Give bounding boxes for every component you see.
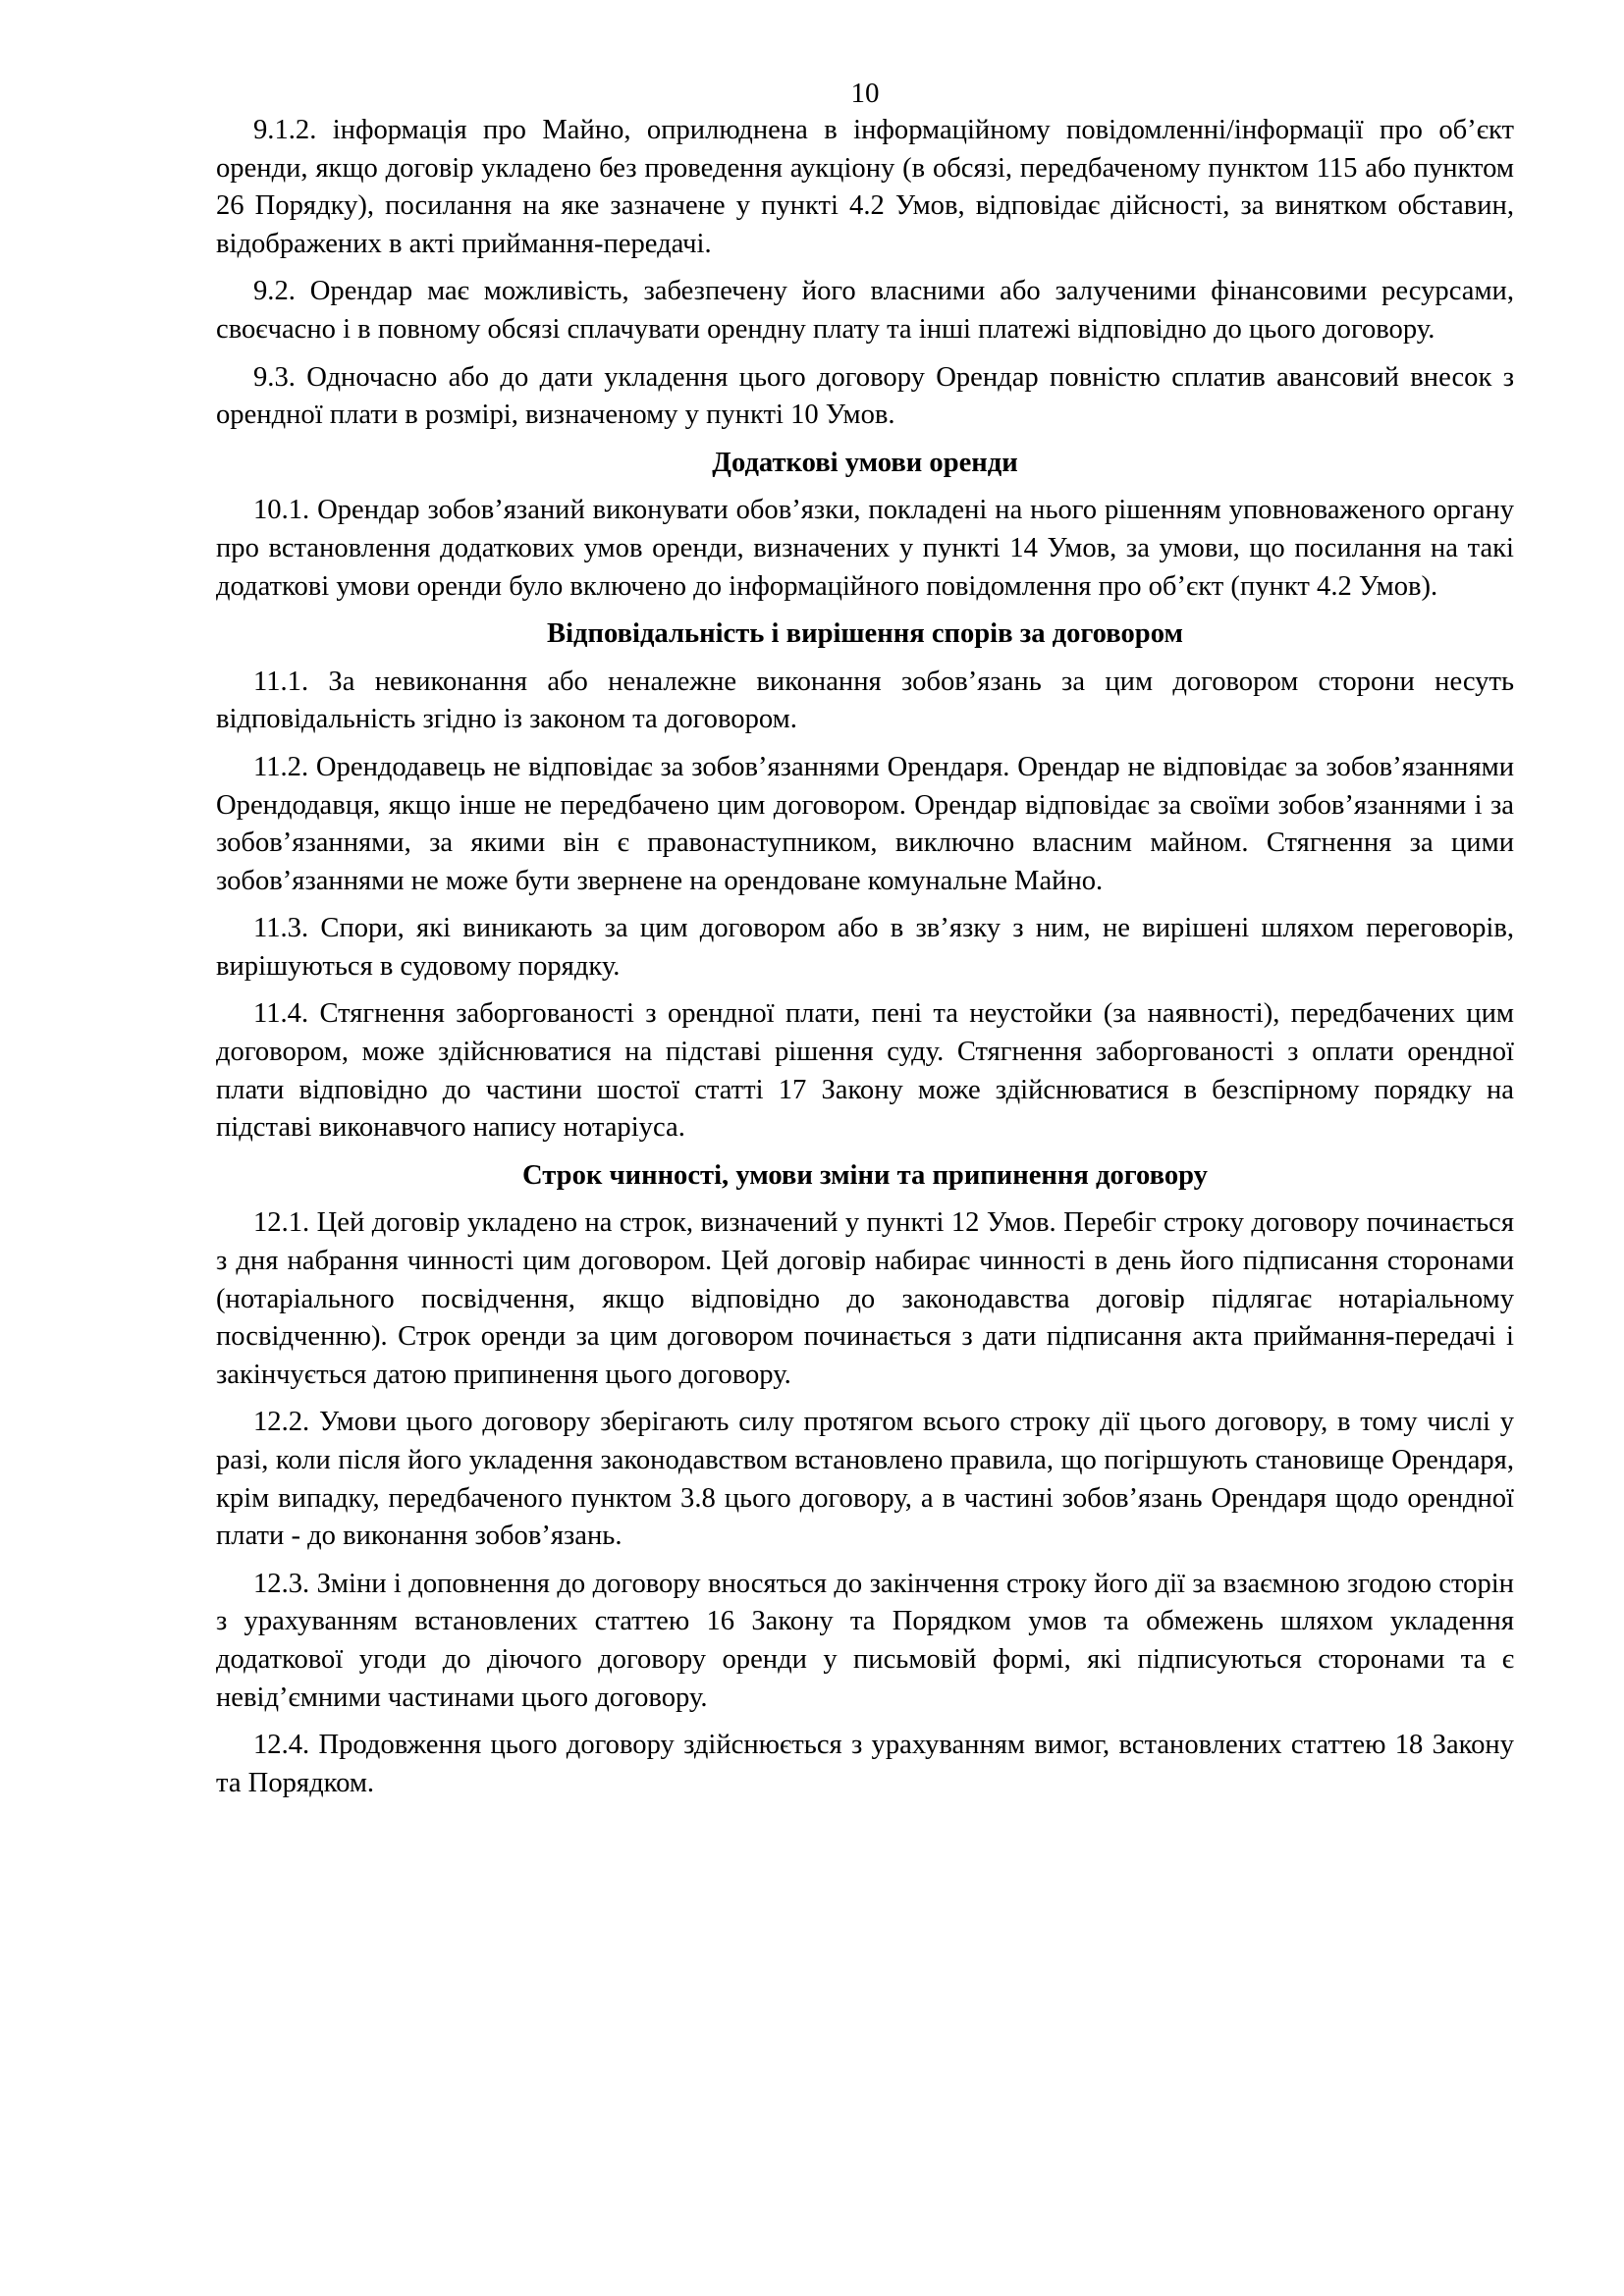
clause-12-3: 12.3. Зміни і доповнення до договору вносяться до закінчення строку його дії за взаємною згодою сторін з урахуванням встановлених статтею 16 Закону та Порядком умов та обмежень шляхом укладення додаткової угоди до діючого договору оренди у письмовій формі, які підписуються сторонами та є невід’ємними частинами цього договору. [216,1568,1514,1713]
clause-12-4: 12.4. Продовження цього договору здійснюється з урахуванням вимог, встановлених статтею 18 Закону та Порядком. [216,1730,1514,1798]
clause-11-1: 11.1. За невиконання або неналежне виконання зобов’язань за цим договором сторони несуть відповідальність згідно із законом та договором. [216,666,1514,735]
section-heading-term-and-termination: Строк чинності, умови зміни та припинення договору [522,1159,1208,1191]
clause-9-2: 9.2. Орендар має можливість, забезпечену його власними або залученими фінансовими ресурсами, своєчасно і в повному обсязі сплачувати орендну плату та інші платежі відповідно до цього договору. [216,276,1514,345]
section-heading-additional-terms: Додаткові умови оренди [712,447,1018,478]
clause-9-1-2: 9.1.2. інформація про Майно, оприлюднена в інформаційному повідомленні/інформації про об’єкт оренди, якщо договір укладено без проведення аукціону (в обсязі, передбаченому пунктом 115 або пунктом 26 Порядку), посилання на яке зазначене у пункті 4.2 Умов, відповідає дійсності, за винятком обставин, відображених в акті приймання-передачі. [216,115,1514,259]
clause-11-2: 11.2. Орендодавець не відповідає за зобов’язаннями Орендаря. Орендар не відповідає за зобов’язаннями Орендодавця, якщо інше не передбачено цим договором. Орендар відповідає за своїми зобов’язаннями і за зобов’язаннями, за якими він є правонаступником, виключно власним майном. Стягнення за цими зобов’язаннями не може бути звернене на орендоване комунальне Майно. [216,751,1514,896]
clause-12-2: 12.2. Умови цього договору зберігають силу протягом всього строку дії цього договору, в тому числі у разі, коли після його укладення законодавством встановлено правила, що погіршують становище Орендаря, крім випадку, передбаченого пунктом 3.8 цього договору, а в частині зобов’язань Орендаря щодо орендної плати - до виконання зобов’язань. [216,1407,1514,1552]
clause-10-1: 10.1. Орендар зобов’язаний виконувати обов’язки, покладені на нього рішенням уповноваженого органу про встановлення додаткових умов оренди, визначених у пункті 14 Умов, за умови, що посилання на такі додаткові умови оренди було включено до інформаційного повідомлення про об’єкт (пункт 4.2 Умов). [216,495,1514,602]
clause-11-3: 11.3. Спори, які виникають за цим договором або в зв’язку з ним, не вирішені шляхом переговорів, вирішуються в судовому порядку. [216,913,1514,982]
page-number: 10 [850,78,880,109]
clause-12-1: 12.1. Цей договір укладено на строк, визначений у пункті 12 Умов. Перебіг строку договору починається з дня набрання чинності цим договором. Цей договір набирає чинності в день його підписання сторонами (нотаріального посвідчення, якщо відповідно до законодавства договір підлягає нотаріальному посвідченню). Строк оренди за цим договором починається з дати підписання акта приймання-передачі і закінчується датою припинення цього договору. [216,1207,1514,1390]
clause-11-4: 11.4. Стягнення заборгованості з орендної плати, пені та неустойки (за наявності), передбачених цим договором, може здійснюватися на підставі рішення суду. Стягнення заборгованості з оплати орендної плати відповідно до частини шостої статті 17 Закону може здійснюватися в безспірному порядку на підставі виконавчого напису нотаріуса. [216,998,1514,1144]
clause-9-3: 9.3. Одночасно або до дати укладення цього договору Орендар повністю сплатив авансовий внесок з орендної плати в розмірі, визначеному у пункті 10 Умов. [216,361,1514,431]
section-heading-liability: Відповідальність і вирішення спорів за договором [547,618,1183,650]
